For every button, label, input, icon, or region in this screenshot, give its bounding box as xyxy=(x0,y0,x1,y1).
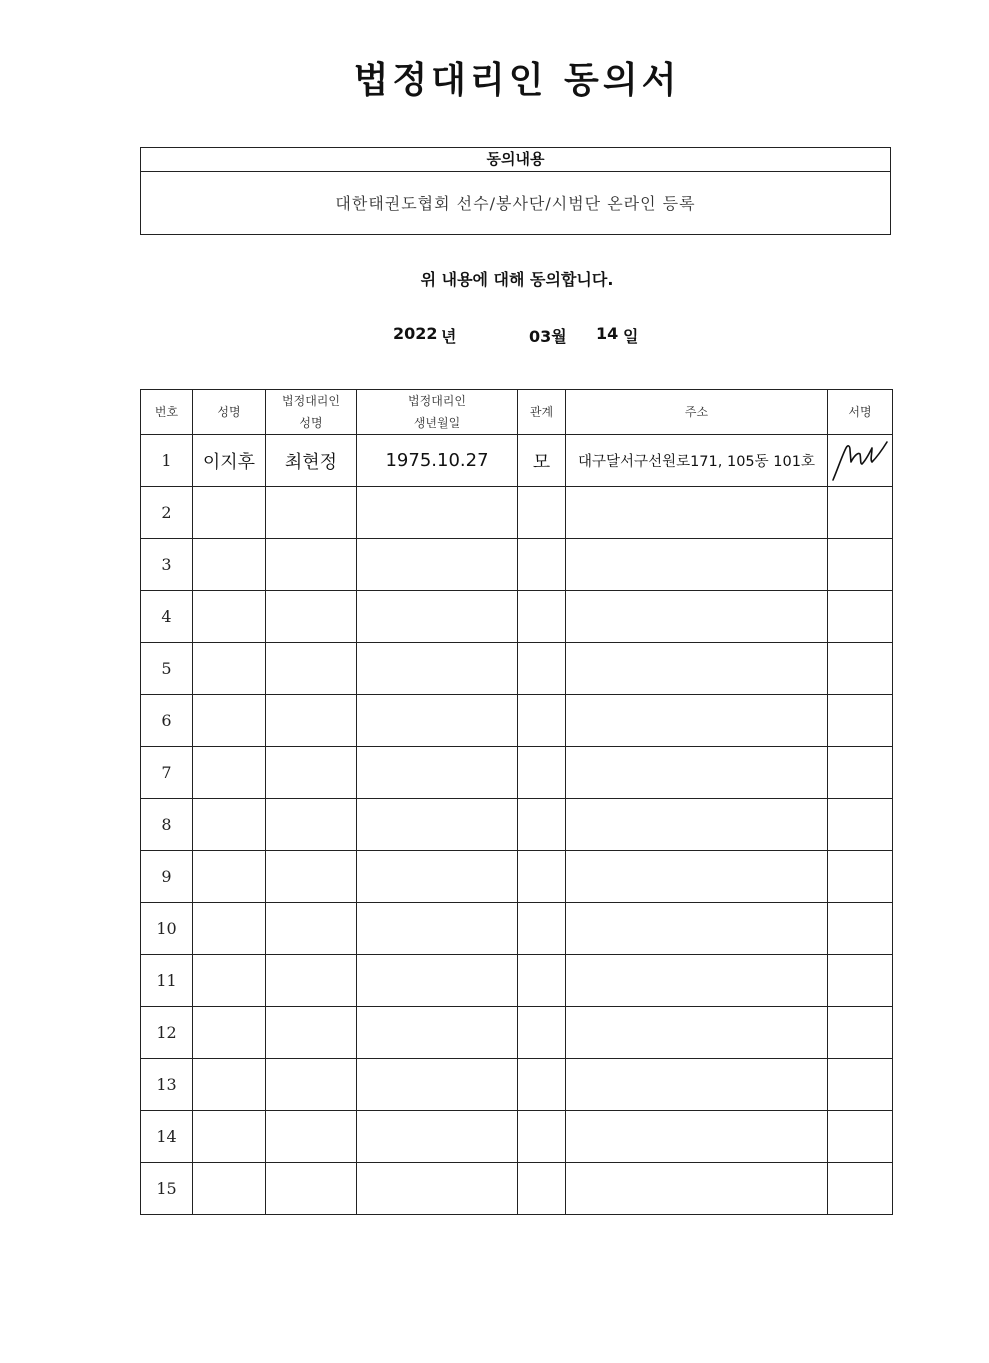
guardian-birthdate-cell xyxy=(357,539,518,591)
row-number-cell: 7 xyxy=(141,747,193,799)
table-row xyxy=(141,695,893,747)
guardian-name-cell xyxy=(266,1163,357,1215)
guardian-name-cell: 최현정 xyxy=(266,435,357,487)
table-row xyxy=(141,799,893,851)
header-relation: 관계 xyxy=(518,390,566,435)
signature-cell xyxy=(828,643,893,695)
guardian-name-cell xyxy=(266,851,357,903)
consent-content: 대한태권도협회 선수/봉사단/시범단 온라인 등록 xyxy=(335,194,696,213)
relation-cell xyxy=(518,1059,566,1111)
relation-cell xyxy=(518,799,566,851)
header-guardian-name-line1: 법정대리인 xyxy=(282,394,340,408)
relation-cell xyxy=(518,747,566,799)
date-year: 2022 xyxy=(393,324,438,343)
student-name-cell xyxy=(193,955,266,1007)
relation-cell xyxy=(518,591,566,643)
address-cell xyxy=(566,851,828,903)
guardian-name-cell xyxy=(266,1111,357,1163)
relation-cell xyxy=(518,1111,566,1163)
guardian-name-cell xyxy=(266,539,357,591)
student-name-cell xyxy=(193,903,266,955)
guardian-consent-table xyxy=(140,389,893,1215)
address-cell xyxy=(566,1059,828,1111)
signature-cell xyxy=(828,539,893,591)
relation-cell xyxy=(518,539,566,591)
relation-cell xyxy=(518,695,566,747)
table-row xyxy=(141,1059,893,1111)
row-number-cell: 1 xyxy=(141,435,193,487)
guardian-birthdate-cell xyxy=(357,851,518,903)
table-row xyxy=(141,435,893,487)
consent-content-box xyxy=(140,147,891,235)
signature-cell xyxy=(828,591,893,643)
table-row xyxy=(141,955,893,1007)
student-name-cell xyxy=(193,695,266,747)
student-name-cell xyxy=(193,1163,266,1215)
row-number-cell: 3 xyxy=(141,539,193,591)
address-cell xyxy=(566,1007,828,1059)
guardian-name-cell xyxy=(266,487,357,539)
address-cell xyxy=(566,1163,828,1215)
header-guardian-birth-line2: 생년월일 xyxy=(413,416,461,430)
signature-cell xyxy=(828,1007,893,1059)
address-cell xyxy=(566,539,828,591)
header-guardian-name-line2: 성명 xyxy=(299,416,323,430)
row-number-cell: 5 xyxy=(141,643,193,695)
guardian-birthdate-cell xyxy=(357,955,518,1007)
guardian-birthdate-cell xyxy=(357,799,518,851)
student-name-cell xyxy=(193,487,266,539)
header-signature: 서명 xyxy=(828,390,893,435)
address-cell: 대구달서구선원로171, 105동 101호 xyxy=(566,435,828,487)
relation-cell xyxy=(518,1007,566,1059)
row-number-cell: 12 xyxy=(141,1007,193,1059)
row-number-cell: 11 xyxy=(141,955,193,1007)
signature-cell xyxy=(828,1059,893,1111)
date-day-unit: 일 xyxy=(623,327,639,346)
guardian-birthdate-cell xyxy=(357,1007,518,1059)
guardian-name-cell xyxy=(266,591,357,643)
signature-cell xyxy=(828,435,893,487)
row-number-cell: 6 xyxy=(141,695,193,747)
student-name-cell xyxy=(193,851,266,903)
relation-cell xyxy=(518,1163,566,1215)
address-cell xyxy=(566,1111,828,1163)
signature-cell xyxy=(828,799,893,851)
guardian-birthdate-cell xyxy=(357,1163,518,1215)
guardian-name-cell xyxy=(266,695,357,747)
guardian-name-cell xyxy=(266,1059,357,1111)
signature-cell xyxy=(828,695,893,747)
row-number-cell: 9 xyxy=(141,851,193,903)
signature-cell xyxy=(828,851,893,903)
student-name-cell: 이지후 xyxy=(193,435,266,487)
guardian-birthdate-cell xyxy=(357,643,518,695)
header-guardian-name xyxy=(266,390,357,435)
date-year-unit: 년 xyxy=(441,327,457,346)
row-number-cell: 10 xyxy=(141,903,193,955)
signature-cell xyxy=(828,747,893,799)
guardian-birthdate-cell xyxy=(357,747,518,799)
guardian-name-cell xyxy=(266,955,357,1007)
student-name-cell xyxy=(193,591,266,643)
table-row xyxy=(141,747,893,799)
relation-cell xyxy=(518,643,566,695)
student-name-cell xyxy=(193,643,266,695)
table-row xyxy=(141,643,893,695)
address-cell xyxy=(566,643,828,695)
student-name-cell xyxy=(193,1059,266,1111)
handwritten-signature xyxy=(830,438,890,484)
row-number-cell: 8 xyxy=(141,799,193,851)
guardian-name-cell xyxy=(266,747,357,799)
relation-cell xyxy=(518,903,566,955)
table-row xyxy=(141,1007,893,1059)
address-cell xyxy=(566,955,828,1007)
consent-header: 동의내용 xyxy=(141,148,890,172)
guardian-name-cell xyxy=(266,799,357,851)
table-row xyxy=(141,903,893,955)
address-cell xyxy=(566,747,828,799)
guardian-birthdate-cell: 1975.10.27 xyxy=(357,435,518,487)
row-number-cell: 13 xyxy=(141,1059,193,1111)
header-name: 성명 xyxy=(193,390,266,435)
guardian-birthdate-cell xyxy=(357,487,518,539)
guardian-name-cell xyxy=(266,903,357,955)
guardian-name-cell xyxy=(266,1007,357,1059)
student-name-cell xyxy=(193,1007,266,1059)
signature-cell xyxy=(828,1163,893,1215)
signature-cell xyxy=(828,955,893,1007)
guardian-birthdate-cell xyxy=(357,1111,518,1163)
student-name-cell xyxy=(193,1111,266,1163)
address-cell xyxy=(566,799,828,851)
guardian-birthdate-cell xyxy=(357,591,518,643)
table-row xyxy=(141,1163,893,1215)
header-guardian-birth xyxy=(357,390,518,435)
guardian-birthdate-cell xyxy=(357,1059,518,1111)
table-row xyxy=(141,539,893,591)
address-cell xyxy=(566,487,828,539)
table-row xyxy=(141,591,893,643)
guardian-name-cell xyxy=(266,643,357,695)
relation-cell xyxy=(518,955,566,1007)
header-guardian-birth-line1: 법정대리인 xyxy=(408,394,466,408)
signature-cell xyxy=(828,487,893,539)
row-number-cell: 14 xyxy=(141,1111,193,1163)
row-number-cell: 4 xyxy=(141,591,193,643)
relation-cell xyxy=(518,487,566,539)
table-header-row xyxy=(141,390,893,435)
table-row xyxy=(141,851,893,903)
address-cell xyxy=(566,903,828,955)
address-cell xyxy=(566,695,828,747)
header-address: 주소 xyxy=(566,390,828,435)
address-cell xyxy=(566,591,828,643)
table-row xyxy=(141,1111,893,1163)
student-name-cell xyxy=(193,799,266,851)
relation-cell xyxy=(518,851,566,903)
student-name-cell xyxy=(193,539,266,591)
date-day: 14 xyxy=(596,324,619,343)
guardian-birthdate-cell xyxy=(357,695,518,747)
guardian-birthdate-cell xyxy=(357,903,518,955)
header-number: 번호 xyxy=(141,390,193,435)
student-name-cell xyxy=(193,747,266,799)
document-title: 법정대리인 동의서 xyxy=(353,60,681,101)
agreement-statement: 위 내용에 대해 동의합니다. xyxy=(420,270,614,289)
signature-cell xyxy=(828,1111,893,1163)
row-number-cell: 15 xyxy=(141,1163,193,1215)
relation-cell: 모 xyxy=(518,435,566,487)
signature-cell xyxy=(828,903,893,955)
date-month: 03월 xyxy=(529,327,567,346)
table-row xyxy=(141,487,893,539)
row-number-cell: 2 xyxy=(141,487,193,539)
